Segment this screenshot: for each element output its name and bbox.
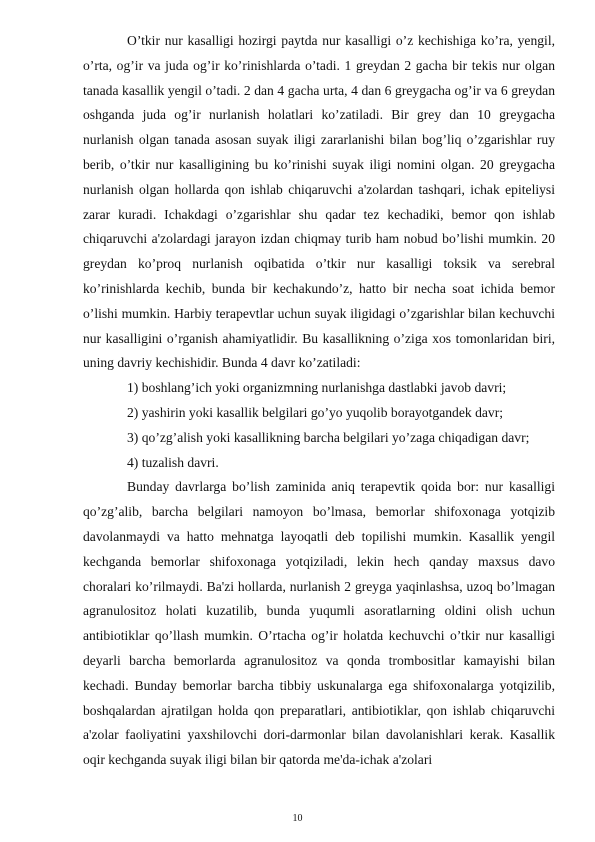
- list-item-period-1: 1) boshlang’ich yoki organizmning nurlanishga dastlabki javob davri;: [127, 380, 507, 396]
- body-text: [83, 29, 555, 773]
- page-number: 10: [292, 813, 303, 824]
- paragraph-treatment-rules: Bunday davrlarga bo’lish zaminida aniq terapevtik qoida bor: nur kasalligi qo’zg’alib, barcha belgilari namoyon bo’lmasa, bemorlar shifoxonaga yotqizib davolanmaydi va hatto mehnatga layoqatli deb topilishi mumkin. Kasallik yengil kechganda bemorlar shifoxonaga yotqiziladi, lekin hech qanday maxsus davo choralari ko’rilmaydi. Ba'zi hollarda, nurlanish 2 greyga yaqinlashsa, uzoq bo’lmagan agranulositoz holati kuzatilib, bunda yuqumli asoratlarning oldini olish uchun antibiotiklar qo’llash mumkin. O’rtacha og’ir holatda kechuvchi o’tkir nur kasalligi deyarli barcha bemorlarda agranulositoz va qonda trombositlar kamayishi bilan kechadi. Bunday bemorlar barcha tibbiy uskunalarga ega shifoxonalarga yotqizilib, boshqalardan ajratilgan holda qon preparatlari, antibiotiklar, qon ishlab chiqaruvchi a'zolar faoliyatini yaxshilovchi dori-darmonlar bilan davolanishlari kerak. Kasallik oqir kechganda suyak iligi bilan bir qatorda me'da-ichak a'zolari: [83, 479, 555, 768]
- list-item-period-3: 3) qo’zg’alish yoki kasallikning barcha belgilari yo’zaga chiqadigan davr;: [127, 429, 530, 445]
- paragraph-acute-radiation-sickness: O’tkir nur kasalligi hozirgi paytda nur kasalligi o’z kechishiga ko’ra, yengil, o’rta, og’ir va juda og’ir ko’rinishlarda o’tadi. 1 greydan 2 gacha bir tekis nur olgan tanada kasallik yengil o’tadi. 2 dan 4 gacha urta, 4 dan 6 greygacha og’ir va 6 greydan oshganda juda og’ir nurlanish holatlari ko’zatiladi. Bir grey dan 10 greygacha nurlanish olgan tanada asosan suyak iligi zararlanishi bilan bog’liq o’zgarishlar ruy berib, o’tkir nur kasalligining bu ko’rinishi suyak iligi nomini olgan. 20 greygacha nurlanish olgan hollarda qon ishlab chiqaruvchi a'zolardan tashqari, ichak epiteliysi zarar kuradi. Ichakdagi o’zgarishlar shu qadar tez kechadiki, bemor qon ishlab chiqaruvchi a'zolardagi jarayon izdan chiqmay turib ham nobud bo’lishi mumkin. 20 greydan ko’proq nurlanish oqibatida o’tkir nur kasalligi toksik va serebral ko’rinishlarda kechib, bunda bir kechakundo’z, hatto bir necha soat ichida bemor o’lishi mumkin. Harbiy terapevtlar uchun suyak iligidagi o’zgarishlar bilan kechuvchi nur kasalligini o’rganish ahamiyatlidir. Bu kasallikning o’ziga xos tomonlaridan biri, uning davriy kechishidir. Bunda 4 davr ko’zatiladi:: [83, 33, 555, 371]
- list-item-period-2: 2) yashirin yoki kasallik belgilari go’yo yuqolib borayotgandek davr;: [127, 404, 504, 420]
- list-item-period-4: 4) tuzalish davri.: [127, 454, 219, 470]
